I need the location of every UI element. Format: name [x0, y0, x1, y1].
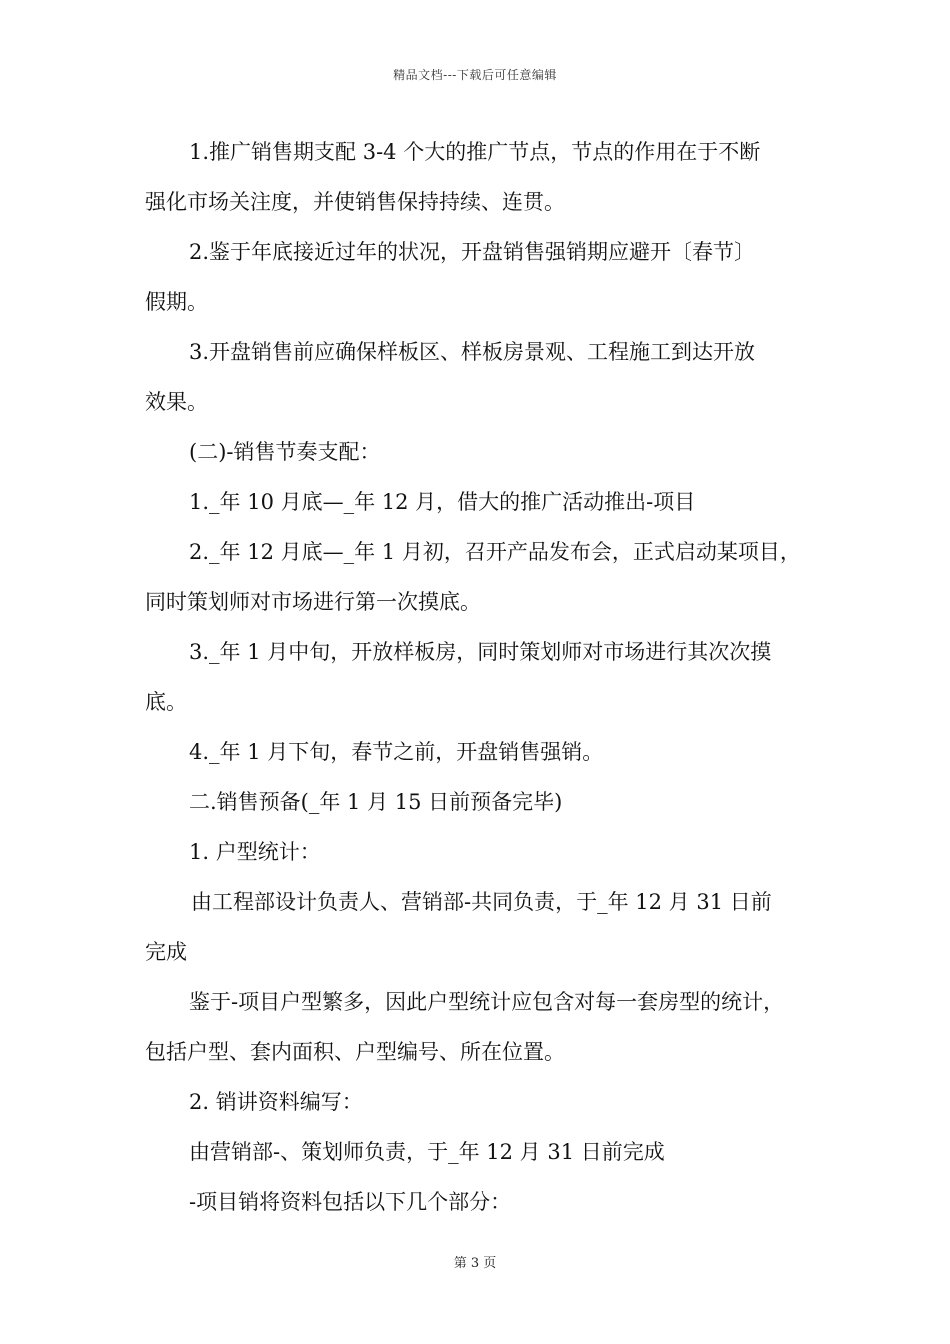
prep-item-1-heading: 1. 户型统计：: [189, 840, 321, 864]
prep-item-1-body-line-1: 由工程部设计负责人、营销部-共同负责，于_年 12 月 31 日前: [191, 890, 772, 914]
page-number: 第 3 页: [453, 1256, 497, 1271]
paragraph-1-line-1: 1.推广销售期支配 3-4 个大的推广节点，节点的作用在于不断: [189, 140, 761, 164]
paragraph-3-line-2: 效果。: [145, 390, 208, 414]
page-header: 精品文档---下载后可任意编辑: [393, 68, 557, 82]
prep-item-2-body: 由营销部-、策划师负责，于_年 12 月 31 日前完成: [189, 1140, 665, 1164]
document-body: [145, 132, 817, 1232]
section-heading-sales-prep: 二.销售预备(_年 1 月 15 日前预备完毕): [189, 790, 563, 814]
paragraph-2-line-2: 假期。: [145, 290, 208, 314]
section-heading-sales-rhythm: (二)-销售节奏支配：: [189, 440, 381, 464]
prep-item-2-heading: 2. 销讲资料编写：: [189, 1090, 363, 1114]
prep-item-1-detail-line-2: 包括户型、套内面积、户型编号、所在位置。: [145, 1040, 565, 1064]
rhythm-item-3-line-2: 底。: [145, 690, 187, 714]
rhythm-item-4: 4._年 1 月下旬，春节之前，开盘销售强销。: [189, 740, 604, 764]
paragraph-2-line-1: 2.鉴于年底接近过年的状况，开盘销售强销期应避开〔春节〕: [189, 240, 756, 264]
paragraph-1-line-2: 强化市场关注度，并使销售保持持续、连贯。: [145, 190, 565, 214]
rhythm-item-2-line-1: 2._年 12 月底—_年 1 月初，召开产品发布会，正式启动某项目，: [189, 540, 801, 564]
prep-item-1-body-line-2: 完成: [145, 940, 187, 964]
paragraph-3-line-1: 3.开盘销售前应确保样板区、样板房景观、工程施工到达开放: [189, 340, 756, 364]
rhythm-item-3-line-1: 3._年 1 月中旬，开放样板房，同时策划师对市场进行其次次摸: [189, 640, 772, 664]
prep-item-1-detail-line-1: 鉴于-项目户型繁多，因此户型统计应包含对每一套房型的统计，: [189, 990, 785, 1014]
prep-item-2-detail: -项目销将资料包括以下几个部分：: [189, 1190, 512, 1214]
rhythm-item-2-line-2: 同时策划师对市场进行第一次摸底。: [145, 590, 481, 614]
rhythm-item-1: 1._年 10 月底—_年 12 月，借大的推广活动推出-项目: [189, 490, 696, 514]
